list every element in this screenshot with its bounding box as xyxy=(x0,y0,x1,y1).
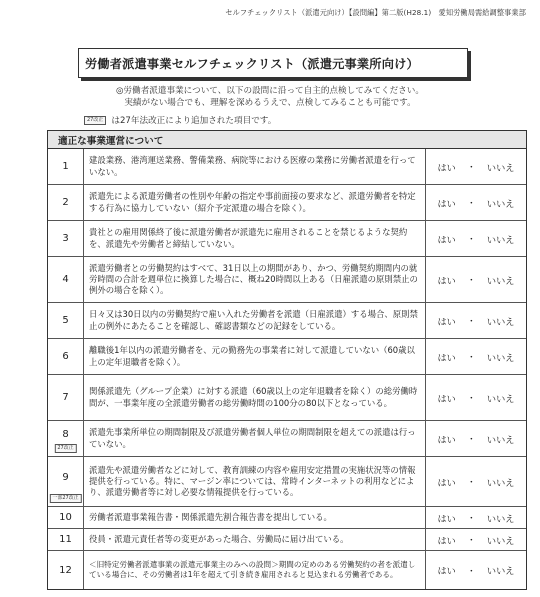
item-text: ＜旧特定労働者派遣事業の派遣元事業主のみへの設問＞期間の定めのある労働契約の者を派遣している場合に、その労働者は1年を超えて引き続き雇用されると見込まれる労働者である。 xyxy=(84,551,426,589)
item-number: 6 xyxy=(62,351,69,362)
answer-cell xyxy=(426,551,526,589)
answer-separator: ・ xyxy=(466,353,476,363)
answer-separator: ・ xyxy=(466,435,476,445)
intro-text xyxy=(0,86,540,109)
answer-no-option[interactable]: いいえ xyxy=(486,316,515,328)
answer-cell xyxy=(426,339,526,374)
item-text: 労働者派遣事業報告書・関係派遣先割合報告書を提出している。 xyxy=(84,507,426,528)
item-number: 2 xyxy=(62,197,69,208)
item-text: 建設業務、港湾運送業務、警備業務、病院等における医療の業務に労働者派遣を行っていない。 xyxy=(84,149,426,184)
checklist-row xyxy=(48,339,526,375)
checklist-row xyxy=(48,375,526,421)
answer-cell xyxy=(426,529,526,550)
checklist-row xyxy=(48,551,526,589)
item-text: 派遣先による派遣労働者の性別や年齢の指定や事前面接の要求など、派遣労働者を特定する行為に協力していない（紹介予定派遣の場合を除く）。 xyxy=(84,185,426,220)
checklist-row xyxy=(48,257,526,303)
answer-no-option[interactable]: いいえ xyxy=(486,513,515,525)
document-header: セルフチェックリスト（派遣元向け）【設問編】第二版(H28.1) 愛知労働局需給調整事業部 xyxy=(225,8,526,17)
answer-no-option[interactable]: いいえ xyxy=(486,566,515,577)
checklist-row xyxy=(48,221,526,257)
item-number: 11 xyxy=(59,534,72,545)
answer-separator: ・ xyxy=(466,317,476,327)
answer-separator: ・ xyxy=(466,514,476,524)
title-box xyxy=(78,48,468,78)
amendment-tag: 27改正 xyxy=(54,444,76,453)
answer-separator: ・ xyxy=(466,394,476,404)
answer-yes-option[interactable]: はい xyxy=(437,393,456,405)
item-number: 5 xyxy=(62,315,69,326)
answer-yes-option[interactable]: はい xyxy=(437,316,456,328)
item-number: 8 xyxy=(62,429,69,440)
answer-cell xyxy=(426,507,526,528)
answer-cell xyxy=(426,375,526,420)
item-text: 貴社との雇用関係終了後に派遣労働者が派遣先に雇用されることを禁じるような契約を、派遣先や労働者と締結していない。 xyxy=(84,221,426,256)
answer-cell xyxy=(426,303,526,338)
intro-line-2: 実績がない場合でも、理解を深めるうえで、点検してみることも可能です。 xyxy=(124,97,416,108)
answer-yes-option[interactable]: はい xyxy=(437,162,456,174)
answer-yes-option[interactable]: はい xyxy=(437,198,456,210)
checklist-table xyxy=(47,130,527,590)
answer-no-option[interactable]: いいえ xyxy=(486,275,515,287)
checklist-row xyxy=(48,185,526,221)
answer-cell xyxy=(426,457,526,506)
answer-cell xyxy=(426,185,526,220)
answer-cell xyxy=(426,257,526,302)
answer-cell xyxy=(426,221,526,256)
item-number-cell xyxy=(48,457,84,506)
answer-yes-option[interactable]: はい xyxy=(437,513,456,525)
checklist-row xyxy=(48,457,526,507)
answer-no-option[interactable]: いいえ xyxy=(486,234,515,246)
checklist-row xyxy=(48,303,526,339)
answer-no-option[interactable]: いいえ xyxy=(486,535,515,547)
answer-separator: ・ xyxy=(466,566,476,577)
answer-separator: ・ xyxy=(466,235,476,245)
amendment-tag: 一部27改正 xyxy=(49,494,81,503)
section-heading: 適正な事業運営について xyxy=(48,131,526,149)
item-number: 4 xyxy=(62,274,69,285)
item-number: 10 xyxy=(59,512,72,523)
item-text: 派遣労働者との労働契約はすべて、31日以上の期間があり、かつ、労働契約期間内の就労時間の合計を週単位に換算した場合に、概ね20時間以上ある（日雇派遣の原則禁止の例外の場合を除く）。 xyxy=(84,257,426,302)
answer-yes-option[interactable]: はい xyxy=(437,477,456,489)
item-number-cell xyxy=(48,257,84,302)
answer-no-option[interactable]: いいえ xyxy=(486,198,515,210)
checklist-row xyxy=(48,507,526,529)
answer-separator: ・ xyxy=(466,478,476,488)
answer-separator: ・ xyxy=(466,276,476,286)
answer-separator: ・ xyxy=(466,536,476,546)
answer-no-option[interactable]: いいえ xyxy=(486,352,515,364)
answer-yes-option[interactable]: はい xyxy=(437,566,456,577)
item-number: 9 xyxy=(62,472,69,483)
answer-separator: ・ xyxy=(466,163,476,173)
answer-separator: ・ xyxy=(466,199,476,209)
item-text: 派遣先事業所単位の期間制限及び派遣労働者個人単位の期間制限を超えての派遣は行っていない。 xyxy=(84,421,426,456)
item-text: 日々又は30日以内の労働契約で雇い入れた労働者を派遣（日雇派遣）する場合、原則禁止の例外にあたることを確認し、確認書類などの記録をしている。 xyxy=(84,303,426,338)
item-number-cell xyxy=(48,185,84,220)
answer-yes-option[interactable]: はい xyxy=(437,434,456,446)
answer-yes-option[interactable]: はい xyxy=(437,234,456,246)
item-number-cell xyxy=(48,529,84,550)
item-number-cell xyxy=(48,303,84,338)
item-number-cell xyxy=(48,221,84,256)
item-number: 3 xyxy=(62,233,69,244)
item-number: 7 xyxy=(62,392,69,403)
item-text: 役員・派遣元責任者等の変更があった場合、労働局に届け出ている。 xyxy=(84,529,426,550)
answer-no-option[interactable]: いいえ xyxy=(486,162,515,174)
item-number-cell xyxy=(48,507,84,528)
answer-yes-option[interactable]: はい xyxy=(437,535,456,547)
answer-cell xyxy=(426,421,526,456)
item-number-cell xyxy=(48,339,84,374)
checklist-row xyxy=(48,529,526,551)
checklist-row xyxy=(48,421,526,457)
answer-no-option[interactable]: いいえ xyxy=(486,393,515,405)
item-text: 派遣先や派遣労働者などに対して、教育訓練の内容や雇用安定措置の実施状況等の情報提供を行っている。特に、マージン率については、常時インターネットの利用などにより、派遣労働者等に対し必要な情報提供を行っている。 xyxy=(84,457,426,506)
item-text: 関係派遣先（グループ企業）に対する派遣（60歳以上の定年退職者を除く）の総労働時間が、一事業年度の全派遣労働者の総労働時間の100分の80以下となっている。 xyxy=(84,375,426,420)
intro-line-1: ◎労働者派遣事業について、以下の設問に沿って自主的点検してみてください。 xyxy=(116,86,424,96)
answer-yes-option[interactable]: はい xyxy=(437,275,456,287)
item-number: 12 xyxy=(59,564,72,576)
item-number-cell xyxy=(48,421,84,456)
item-number-cell xyxy=(48,375,84,420)
answer-cell xyxy=(426,149,526,184)
item-number-cell xyxy=(48,551,84,589)
answer-no-option[interactable]: いいえ xyxy=(486,434,515,446)
item-number-cell xyxy=(48,149,84,184)
item-text: 離職後1年以内の派遣労働者を、元の勤務先の事業者に対して派遣していない（60歳以上の定年退職者を除く）。 xyxy=(84,339,426,374)
amendment-tag: 27改正 xyxy=(84,116,106,125)
amendment-note-text: は27年法改正により追加された項目です。 xyxy=(111,116,277,126)
item-number: 1 xyxy=(62,161,69,172)
amendment-note xyxy=(84,114,276,126)
page-title: 労働者派遣事業セルフチェックリスト（派遣元事業所向け） xyxy=(85,56,419,71)
checklist-row xyxy=(48,149,526,185)
answer-no-option[interactable]: いいえ xyxy=(486,477,515,489)
answer-yes-option[interactable]: はい xyxy=(437,352,456,364)
